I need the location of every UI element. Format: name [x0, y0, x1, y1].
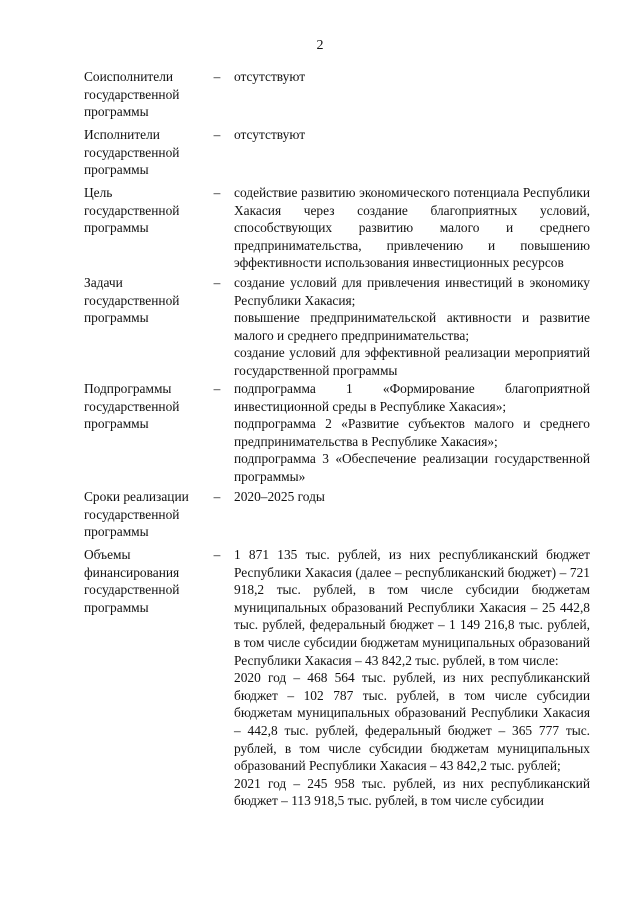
value-paragraph: подпрограмма 1 «Формирование благоприятной инвестиционной среды в Республике Хакасия»; — [234, 381, 590, 414]
value-paragraph: подпрограмма 3 «Обеспечение реализации государственной программы» — [234, 451, 590, 484]
value-paragraph: 2021 год – 245 958 тыс. рублей, из них республиканский бюджет – 113 918,5 тыс. рублей, в том числе субсидии — [234, 775, 590, 809]
value-paragraph: создание условий для привлечения инвестиций в экономику Республики Хакасия; — [234, 275, 590, 308]
row-value — [234, 380, 590, 486]
row-value — [234, 68, 590, 86]
row-label: Соисполнители государственной программы — [84, 69, 180, 120]
row-label: Цель государственной программы — [84, 185, 180, 236]
row-label: Сроки реализации государственной программы — [84, 489, 189, 540]
row-dash: – — [213, 127, 221, 142]
row-value — [234, 126, 590, 144]
value-paragraph: отсутствуют — [234, 69, 306, 84]
page-number: 2 — [316, 38, 324, 53]
row-value — [234, 274, 590, 380]
row-label: Задачи государственной программы — [84, 275, 180, 326]
value-paragraph: отсутствуют — [234, 127, 306, 142]
row-dash: – — [213, 489, 221, 504]
value-paragraph: 2020 год – 468 564 тыс. рублей, из них республиканский бюджет – 102 787 тыс. рублей, в том числе субсидии бюджетам муниципальных образований Республики Хакасия – 442,8 тыс. рублей, федеральный бюджет – 365 777 тыс. рублей, в том числе субсидии бюджетам муниципальных образований Республики Хакасия – 43 842,2 тыс. рублей; — [234, 670, 590, 774]
row-value — [234, 546, 590, 810]
value-paragraph: подпрограмма 2 «Развитие субъектов малого и среднего предпринимательства в Республике Хакасия»; — [234, 416, 590, 449]
row-dash: – — [213, 275, 221, 290]
row-value — [234, 184, 590, 272]
row-dash: – — [213, 547, 221, 562]
value-paragraph: содействие развитию экономического потенциала Республики Хакасия через создание благоприятных условий, способствующих развитию малого и среднего предпринимательства, привлечению и повышению эффективности использования инвестиционных ресурсов — [234, 185, 590, 271]
value-paragraph: повышение предпринимательской активности и развитие малого и среднего предпринимательства; — [234, 310, 590, 343]
value-paragraph: создание условий для эффективной реализации мероприятий государственной программы — [234, 345, 590, 378]
row-label: Подпрограммы государственной программы — [84, 381, 180, 432]
row-dash: – — [213, 185, 221, 200]
row-label: Исполнители государственной программы — [84, 127, 180, 178]
value-paragraph: 2020–2025 годы — [234, 489, 325, 504]
value-paragraph: 1 871 135 тыс. рублей, из них республиканский бюджет Республики Хакасия (далее – республиканский бюджет) – 721 918,2 тыс. рублей, в том числе субсидии бюджетам муниципальных образований Республики Хакасия – 25 442,8 тыс. рублей, федеральный бюджет – 1 149 216,8 тыс. рублей, в том числе субсидии бюджетам муниципальных образований Республики Хакасия – 43 842,2 тыс. рублей, в том числе: — [234, 547, 590, 668]
row-dash: – — [213, 381, 221, 396]
row-dash: – — [213, 69, 221, 84]
row-value — [234, 488, 590, 506]
row-label: Объемы финансирования государственной программы — [84, 547, 180, 615]
